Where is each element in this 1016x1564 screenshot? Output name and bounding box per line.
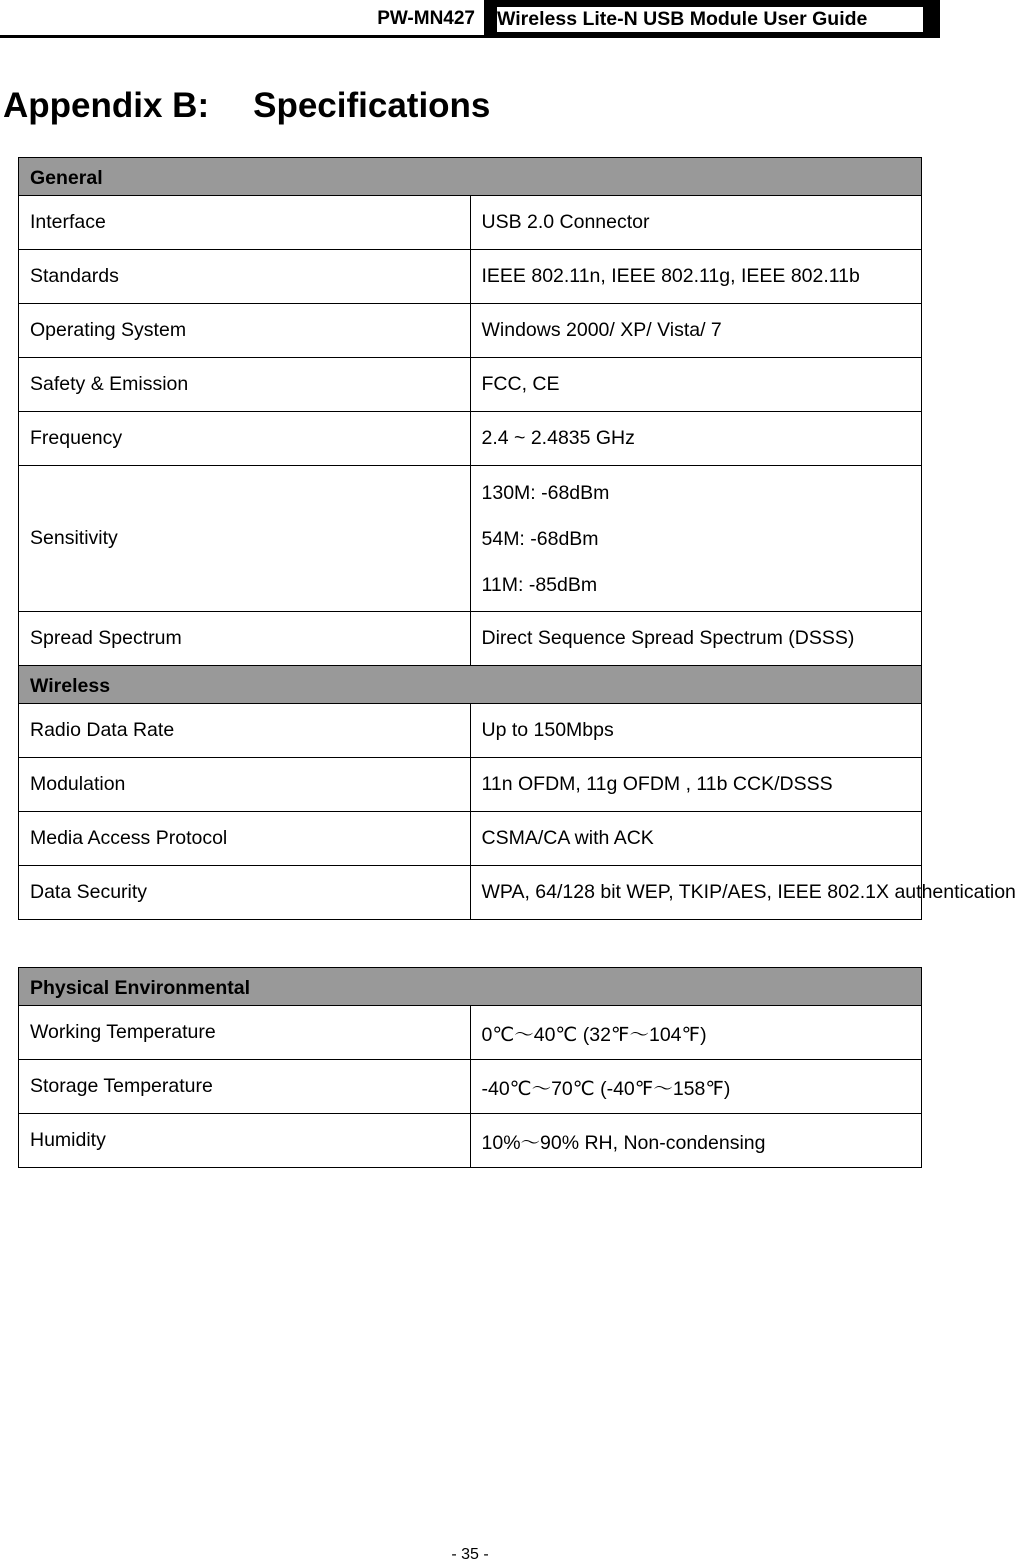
spec-name: Frequency	[19, 412, 471, 466]
spec-value: 2.4 ~ 2.4835 GHz	[470, 412, 922, 466]
spec-value: CSMA/CA with ACK	[470, 812, 922, 866]
page-header	[0, 0, 940, 38]
header-rule	[0, 35, 940, 38]
spec-value: -40℃～70℃ (-40℉～158℉)	[470, 1060, 922, 1114]
spec-name: Radio Data Rate	[19, 704, 471, 758]
spec-value: USB 2.0 Connector	[470, 196, 922, 250]
model-number: PW-MN427	[377, 8, 475, 29]
section-heading-wireless: Wireless	[19, 666, 922, 704]
table-row	[19, 466, 922, 612]
table-row	[19, 412, 922, 466]
spec-value: 10%～90% RH, Non-condensing	[470, 1114, 922, 1168]
spec-value: FCC, CE	[470, 358, 922, 412]
table-row	[19, 612, 922, 666]
spec-value: Windows 2000/ XP/ Vista/ 7	[470, 304, 922, 358]
sensitivity-line: 54M: -68dBm	[481, 527, 599, 550]
page-title	[3, 86, 490, 126]
spec-name: Spread Spectrum	[19, 612, 471, 666]
guide-title: Wireless Lite-N USB Module User Guide	[497, 8, 868, 30]
section-heading-physical: Physical Environmental	[19, 968, 922, 1006]
table-row	[19, 304, 922, 358]
spec-name: Standards	[19, 250, 471, 304]
table-row	[19, 866, 922, 920]
spec-value: 11n OFDM, 11g OFDM , 11b CCK/DSSS	[470, 758, 922, 812]
table-row	[19, 704, 922, 758]
table-row	[19, 1060, 922, 1114]
guide-title-box	[484, 0, 940, 35]
spec-value: IEEE 802.11n, IEEE 802.11g, IEEE 802.11b	[470, 250, 922, 304]
table-row	[19, 358, 922, 412]
spec-name: Modulation	[19, 758, 471, 812]
table-row	[19, 812, 922, 866]
spec-name: Media Access Protocol	[19, 812, 471, 866]
spec-name: Operating System	[19, 304, 471, 358]
spec-value: Direct Sequence Spread Spectrum (DSSS)	[470, 612, 922, 666]
spec-name: Data Security	[19, 866, 471, 920]
spec-name: Humidity	[19, 1114, 471, 1168]
table-row	[19, 250, 922, 304]
appendix-label: Appendix B:	[3, 86, 210, 125]
spec-name: Storage Temperature	[19, 1060, 471, 1114]
spec-name: Working Temperature	[19, 1006, 471, 1060]
specs-table-general-wireless	[18, 157, 1016, 920]
spec-name: Sensitivity	[19, 466, 471, 612]
sensitivity-line: 130M: -68dBm	[481, 481, 610, 504]
spec-value: Up to 150Mbps	[470, 704, 922, 758]
spec-name: Safety & Emission	[19, 358, 471, 412]
page-number: - 35 -	[451, 1546, 489, 1563]
table-row	[19, 1114, 922, 1168]
spec-value: 0℃～40℃ (32℉～104℉)	[470, 1006, 922, 1060]
spec-name: Interface	[19, 196, 471, 250]
appendix-title: Specifications	[253, 86, 491, 125]
table-row	[19, 1006, 922, 1060]
sensitivity-line: 11M: -85dBm	[481, 573, 598, 596]
spec-value-sensitivity	[470, 466, 922, 612]
table-row	[19, 196, 922, 250]
section-heading-general: General	[19, 158, 922, 196]
specs-table-physical	[18, 967, 922, 1168]
spec-value: WPA, 64/128 bit WEP, TKIP/AES, IEEE 802.1X authentication	[470, 866, 922, 920]
table-row	[19, 758, 922, 812]
